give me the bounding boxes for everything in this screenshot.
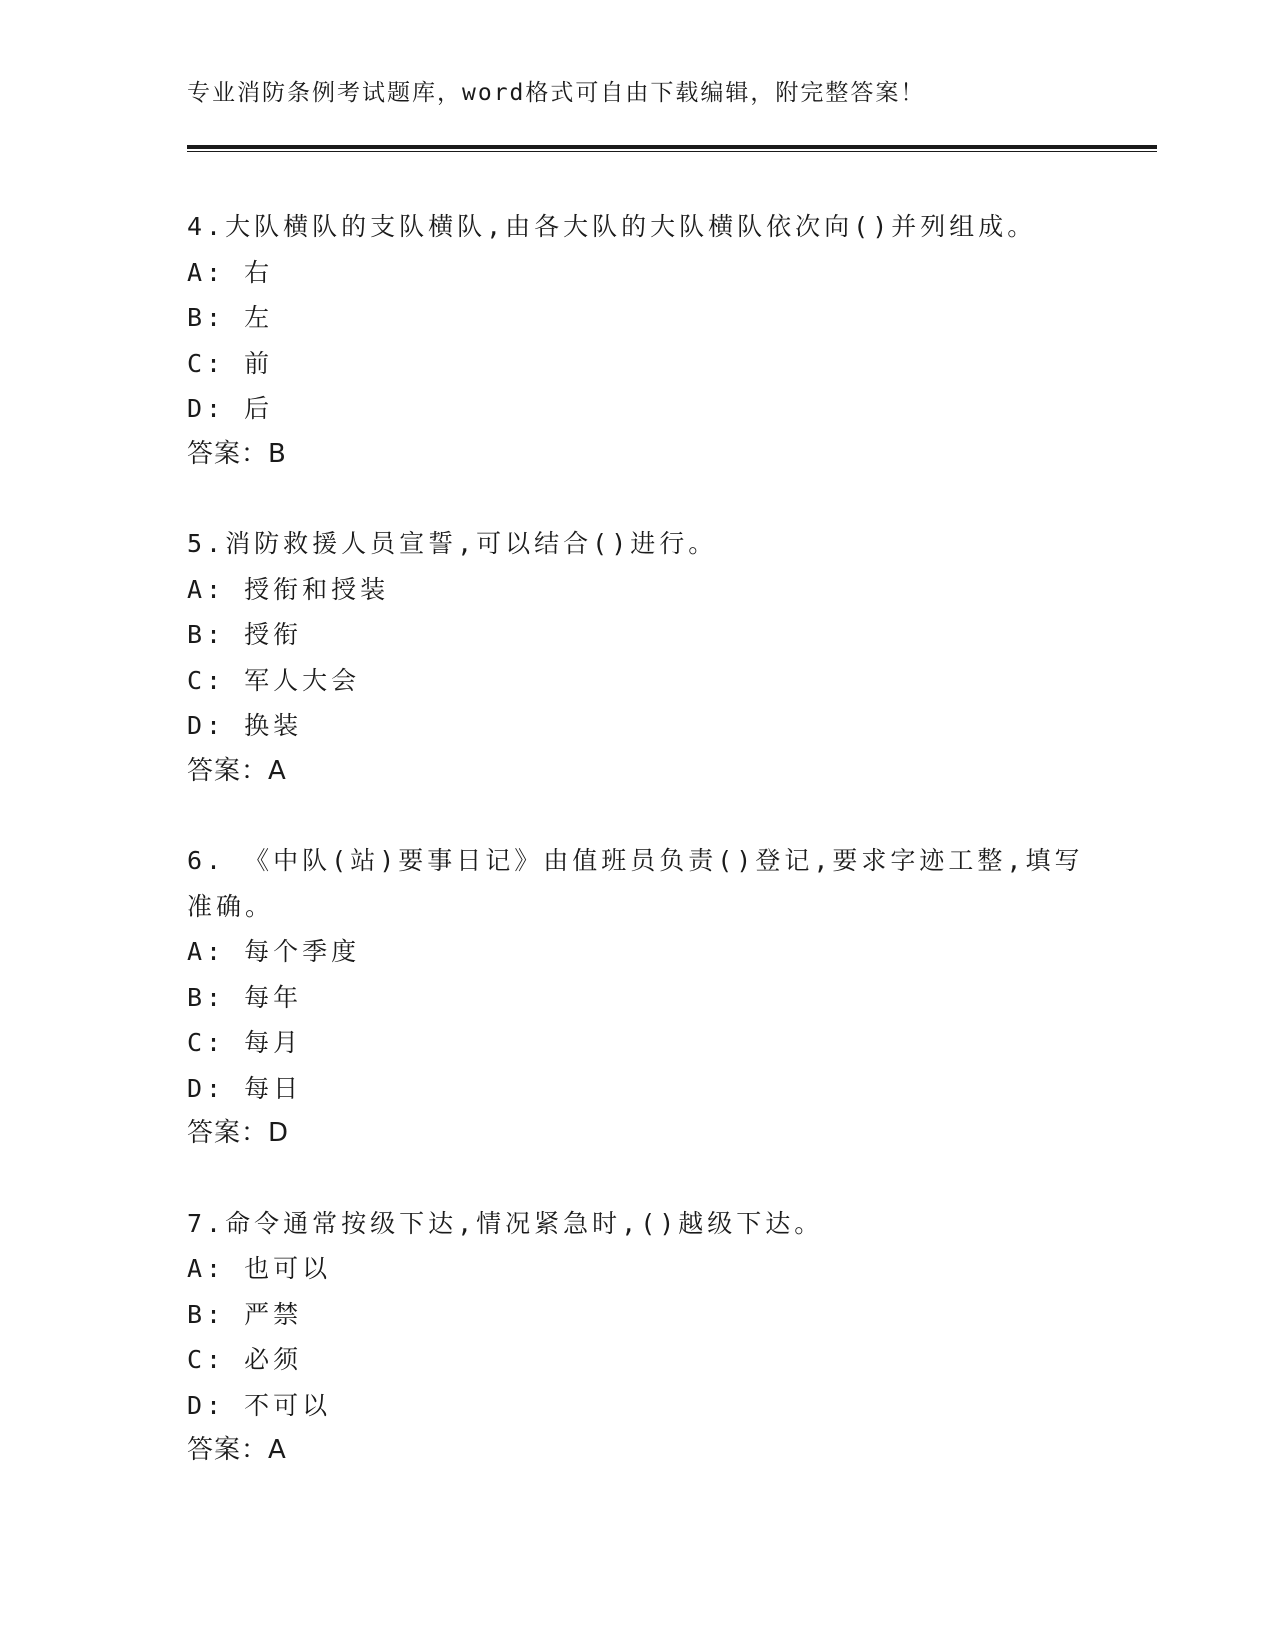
option-d: D: 每日: [187, 1073, 303, 1103]
answer-line: 答案：A: [187, 755, 287, 786]
question-list: [187, 204, 1087, 1518]
question-stem: 4.大队横队的支队横队,由各大队的大队横队依次向()并列组成。: [187, 212, 1037, 241]
option-c: C: 每月: [187, 1028, 303, 1057]
option-b: B: 左: [187, 303, 274, 332]
answer-line: 答案：B: [187, 438, 287, 469]
header-divider-thick: [187, 145, 1157, 149]
option-a: A: 也可以: [187, 1254, 332, 1283]
question-stem: 6. 《中队(站)要事日记》由值班员负责()登记,要求字迹工整,填写准确。: [187, 846, 1084, 921]
option-d: D: 不可以: [187, 1390, 332, 1420]
question-stem: 5.消防救援人员宣誓,可以结合()进行。: [187, 529, 718, 558]
option-c: C: 必须: [187, 1345, 303, 1374]
option-b: B: 每年: [187, 982, 303, 1012]
question-stem: 7.命令通常按级下达,情况紧急时,()越级下达。: [187, 1208, 824, 1238]
option-b: B: 严禁: [187, 1299, 303, 1329]
page-header: 专业消防条例考试题库，word格式可自由下载编辑，附完整答案！: [187, 80, 926, 106]
option-c: C: 军人大会: [187, 665, 361, 695]
question-6: [187, 838, 1087, 1157]
answer-line: 答案：A: [187, 1435, 287, 1465]
option-d: D: 换装: [187, 711, 303, 740]
option-d: D: 后: [187, 394, 274, 423]
option-c: C: 前: [187, 348, 274, 378]
answer-line: 答案：D: [187, 1118, 290, 1148]
question-7: [187, 1201, 1087, 1474]
option-a: A: 授衔和授装: [187, 574, 390, 604]
option-b: B: 授衔: [187, 620, 303, 649]
option-a: A: 每个季度: [187, 937, 361, 966]
question-4: [187, 204, 1087, 477]
header-divider-thin: [187, 151, 1157, 152]
question-5: [187, 521, 1087, 794]
option-a: A: 右: [187, 257, 274, 287]
